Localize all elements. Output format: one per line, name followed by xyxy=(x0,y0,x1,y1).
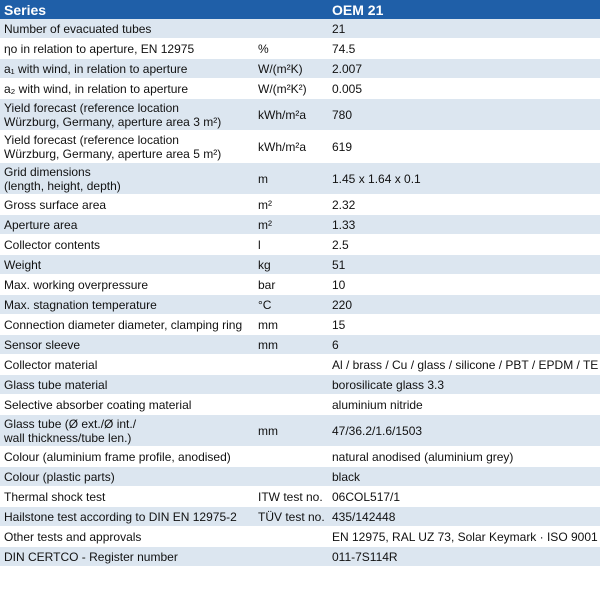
row-label: Other tests and approvals xyxy=(0,527,254,547)
row-unit: kWh/m²a xyxy=(254,131,328,163)
row-value: 0.005 xyxy=(328,79,600,99)
row-value: aluminium nitride xyxy=(328,395,600,415)
row-value: 619 xyxy=(328,131,600,163)
table-row xyxy=(0,19,600,39)
row-value: 2.5 xyxy=(328,235,600,255)
row-label: Glass tube material xyxy=(0,375,254,395)
row-unit: °C xyxy=(254,295,328,315)
header-series: Series xyxy=(0,0,254,19)
row-label: Yield forecast (reference location Würzburg, Germany, aperture area 5 m²) xyxy=(0,131,254,163)
table-row xyxy=(0,79,600,99)
row-value: 51 xyxy=(328,255,600,275)
row-label: Thermal shock test xyxy=(0,487,254,507)
table-row xyxy=(0,415,600,447)
row-unit: mm xyxy=(254,415,328,447)
row-label: a₁ with wind, in relation to aperture xyxy=(0,59,254,79)
table-row xyxy=(0,275,600,295)
row-value: 74.5 xyxy=(328,39,600,59)
row-value: 15 xyxy=(328,315,600,335)
row-label: Max. working overpressure xyxy=(0,275,254,295)
table-row xyxy=(0,39,600,59)
row-label: Glass tube (Ø ext./Ø int./ wall thickness/tube len.) xyxy=(0,415,254,447)
row-unit xyxy=(254,355,328,375)
row-unit: mm xyxy=(254,335,328,355)
header-unit xyxy=(254,0,328,19)
row-unit: bar xyxy=(254,275,328,295)
row-unit: m² xyxy=(254,195,328,215)
row-unit xyxy=(254,375,328,395)
row-label: a₂ with wind, in relation to aperture xyxy=(0,79,254,99)
table-row xyxy=(0,315,600,335)
row-label: Hailstone test according to DIN EN 12975-2 xyxy=(0,507,254,527)
row-value: 011-7S114R xyxy=(328,547,600,567)
row-unit: ITW test no. xyxy=(254,487,328,507)
header-model: OEM 21 xyxy=(328,0,600,19)
row-label: Yield forecast (reference location Würzburg, Germany, aperture area 3 m²) xyxy=(0,99,254,131)
table-row xyxy=(0,163,600,195)
table-row xyxy=(0,527,600,547)
table-row xyxy=(0,99,600,131)
row-label: Collector material xyxy=(0,355,254,375)
row-value: 6 xyxy=(328,335,600,355)
row-value: natural anodised (aluminium grey) xyxy=(328,447,600,467)
table-row xyxy=(0,59,600,79)
row-value: borosilicate glass 3.3 xyxy=(328,375,600,395)
row-unit xyxy=(254,395,328,415)
row-unit: % xyxy=(254,39,328,59)
table-row xyxy=(0,375,600,395)
row-unit xyxy=(254,527,328,547)
row-value: 06COL517/1 xyxy=(328,487,600,507)
row-unit: m² xyxy=(254,215,328,235)
row-value: 21 xyxy=(328,19,600,39)
table-row xyxy=(0,195,600,215)
table-row xyxy=(0,395,600,415)
table-header xyxy=(0,0,600,19)
row-unit: kg xyxy=(254,255,328,275)
row-unit: W/(m²K²) xyxy=(254,79,328,99)
row-label: Collector contents xyxy=(0,235,254,255)
row-value: Al / brass / Cu / glass / silicone / PBT / EPDM / TE xyxy=(328,355,600,375)
table-row xyxy=(0,487,600,507)
table-row xyxy=(0,255,600,275)
table-row xyxy=(0,295,600,315)
table-row xyxy=(0,235,600,255)
row-value: 1.45 x 1.64 x 0.1 xyxy=(328,163,600,195)
row-label: Grid dimensions (length, height, depth) xyxy=(0,163,254,195)
row-label: Sensor sleeve xyxy=(0,335,254,355)
row-label: Colour (plastic parts) xyxy=(0,467,254,487)
row-unit xyxy=(254,19,328,39)
row-label: ηο in relation to aperture, EN 12975 xyxy=(0,39,254,59)
row-label: Max. stagnation temperature xyxy=(0,295,254,315)
row-label: Number of evacuated tubes xyxy=(0,19,254,39)
row-value: 780 xyxy=(328,99,600,131)
row-value: 47/36.2/1.6/1503 xyxy=(328,415,600,447)
row-label: DIN CERTCO - Register number xyxy=(0,547,254,567)
row-unit xyxy=(254,547,328,567)
row-unit: W/(m²K) xyxy=(254,59,328,79)
row-unit: m xyxy=(254,163,328,195)
table-row xyxy=(0,355,600,375)
table-row xyxy=(0,467,600,487)
row-value: 10 xyxy=(328,275,600,295)
row-value: 435/142448 xyxy=(328,507,600,527)
table-row xyxy=(0,131,600,163)
row-label: Gross surface area xyxy=(0,195,254,215)
row-unit: mm xyxy=(254,315,328,335)
table-row xyxy=(0,215,600,235)
row-label: Weight xyxy=(0,255,254,275)
row-label: Connection diameter diameter, clamping ring xyxy=(0,315,254,335)
table-row xyxy=(0,507,600,527)
row-unit: TÜV test no. xyxy=(254,507,328,527)
row-label: Colour (aluminium frame profile, anodised) xyxy=(0,447,254,467)
row-unit xyxy=(254,467,328,487)
row-label: Selective absorber coating material xyxy=(0,395,254,415)
row-unit xyxy=(254,447,328,467)
table-row xyxy=(0,447,600,467)
row-value: 220 xyxy=(328,295,600,315)
row-unit: kWh/m²a xyxy=(254,99,328,131)
row-unit: l xyxy=(254,235,328,255)
row-value: EN 12975, RAL UZ 73, Solar Keymark · ISO 9001 xyxy=(328,527,600,547)
row-value: 2.007 xyxy=(328,59,600,79)
table-row xyxy=(0,547,600,567)
row-value: 2.32 xyxy=(328,195,600,215)
row-label: Aperture area xyxy=(0,215,254,235)
row-value: black xyxy=(328,467,600,487)
table-row xyxy=(0,335,600,355)
row-value: 1.33 xyxy=(328,215,600,235)
